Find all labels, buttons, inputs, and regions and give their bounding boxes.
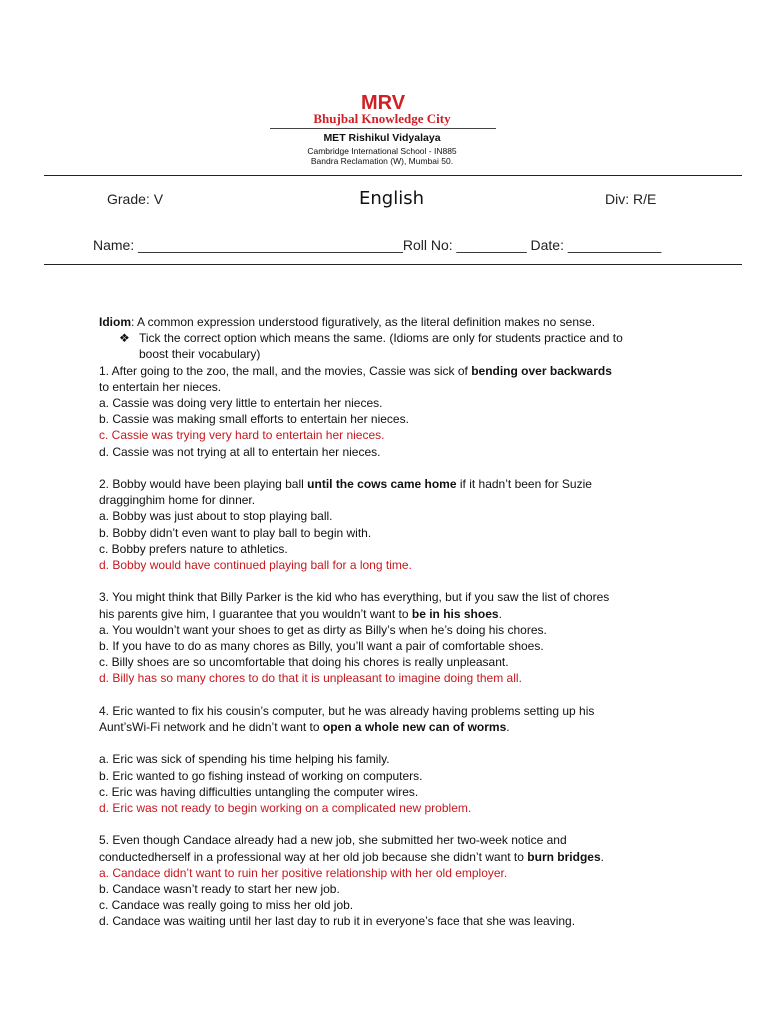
q3-option-d-answer[interactable]: d. Billy has so many chores to do that it is unpleasant to imagine doing them all.: [99, 671, 522, 686]
question-2-continued: dragginghim home for dinner.: [99, 493, 256, 508]
question-3-continued: his parents give him, I guarantee that you wouldn’t want to be in his shoes.: [99, 606, 502, 621]
idiom-phrase: bending over backwards: [471, 363, 612, 378]
q4-option-d-answer[interactable]: d. Eric was not ready to begin working on a complicated new problem.: [99, 801, 472, 816]
idiom-phrase: burn bridges: [527, 849, 601, 864]
logo-text: MRV: [360, 92, 406, 114]
question-5: 5. Even though Candace already had a new job, she submitted her two-week notice and: [99, 833, 567, 848]
q4-option-b[interactable]: b. Eric wanted to go fishing instead of working on computers.: [99, 768, 423, 783]
idiom-phrase: open a whole new can of worms: [322, 720, 507, 735]
q3-option-c[interactable]: c. Billy shoes are so uncomfortable that doing his chores is really unpleasant.: [99, 655, 509, 670]
question-1-continued: to entertain her nieces.: [99, 379, 222, 394]
diamond-bullet-icon: ❖: [119, 331, 130, 346]
brand-name: Bhujbal Knowledge City: [313, 111, 451, 126]
q5-option-d[interactable]: d. Candace was waiting until her last day to rub it in everyone’s face that she was leaving.: [99, 914, 576, 929]
idiom-phrase: be in his shoes: [411, 606, 499, 621]
instruction-continued: boost their vocabulary): [139, 347, 261, 362]
school-name: MET Rishikul Vidyalaya: [323, 132, 441, 144]
q5-option-a-answer[interactable]: a. Candace didn’t want to ruin her positive relationship with her old employer.: [99, 865, 508, 880]
division-label: Div: R/E: [605, 191, 657, 207]
instruction: ❖ Tick the correct option which means the same. (Idioms are only for students practice and to: [119, 331, 623, 346]
address-line-2: Bandra Reclamation (W), Mumbai 50.: [310, 156, 454, 166]
q2-option-d-answer[interactable]: d. Bobby would have continued playing ball for a long time.: [99, 558, 412, 573]
q4-option-a[interactable]: a. Eric was sick of spending his time helping his family.: [99, 752, 390, 767]
q1-option-a[interactable]: a. Cassie was doing very little to entertain her nieces.: [99, 396, 383, 411]
school-logo: [268, 90, 496, 166]
idiom-term: Idiom: [99, 315, 131, 329]
q4-option-c[interactable]: c. Eric was having difficulties untangling the computer wires.: [99, 784, 419, 799]
q5-option-b[interactable]: b. Candace wasn’t ready to start her new job.: [99, 882, 340, 897]
question-1: 1. After going to the zoo, the mall, and the movies, Cassie was sick of bending over backwards: [99, 363, 612, 378]
q2-option-c[interactable]: c. Bobby prefers nature to athletics.: [99, 541, 288, 556]
q2-option-b[interactable]: b. Bobby didn’t even want to play ball to begin with.: [99, 525, 372, 540]
question-4: 4. Eric wanted to fix his cousin’s computer, but he was already having problems setting up his: [99, 703, 595, 718]
q3-option-b[interactable]: b. If you have to do as many chores as Billy, you’ll want a pair of comfortable shoes.: [99, 639, 544, 654]
idiom-phrase: until the cows came home: [307, 477, 457, 492]
q1-option-b[interactable]: b. Cassie was making small efforts to entertain her nieces.: [99, 412, 409, 427]
idiom-definition: Idiom: A common expression understood figuratively, as the literal definition makes no sense.: [99, 315, 596, 329]
header-bottom-divider: [44, 264, 742, 265]
subject-title: English: [359, 188, 424, 209]
address-line-1: Cambridge International School - IN885: [307, 146, 457, 156]
worksheet-body: [99, 314, 699, 930]
q1-option-d[interactable]: d. Cassie was not trying at all to entertain her nieces.: [99, 444, 381, 459]
question-2: 2. Bobby would have been playing ball until the cows came home if it hadn’t been for Suzie: [99, 477, 592, 492]
name-rollno-date-fields[interactable]: Name: __________________________________Roll No: _________ Date: ____________: [93, 237, 662, 253]
grade-label: Grade: V: [107, 191, 164, 207]
q5-option-c[interactable]: c. Candace was really going to miss her old job.: [99, 898, 354, 913]
question-4-continued: Aunt’sWi-Fi network and he didn’t want to open a whole new can of worms.: [99, 720, 510, 735]
question-3: 3. You might think that Billy Parker is the kid who has everything, but if you saw the list of chores: [99, 590, 610, 605]
top-divider: [44, 175, 742, 176]
q2-option-a[interactable]: a. Bobby was just about to stop playing ball.: [99, 509, 333, 524]
brand-divider: [270, 128, 496, 129]
q3-option-a[interactable]: a. You wouldn’t want your shoes to get as dirty as Billy’s when he’s doing his chores.: [99, 622, 547, 637]
q1-option-c-answer[interactable]: c. Cassie was trying very hard to entertain her nieces.: [99, 428, 385, 443]
question-5-continued: conductedherself in a professional way at her old job because she didn’t want to burn bridges.: [99, 849, 604, 864]
